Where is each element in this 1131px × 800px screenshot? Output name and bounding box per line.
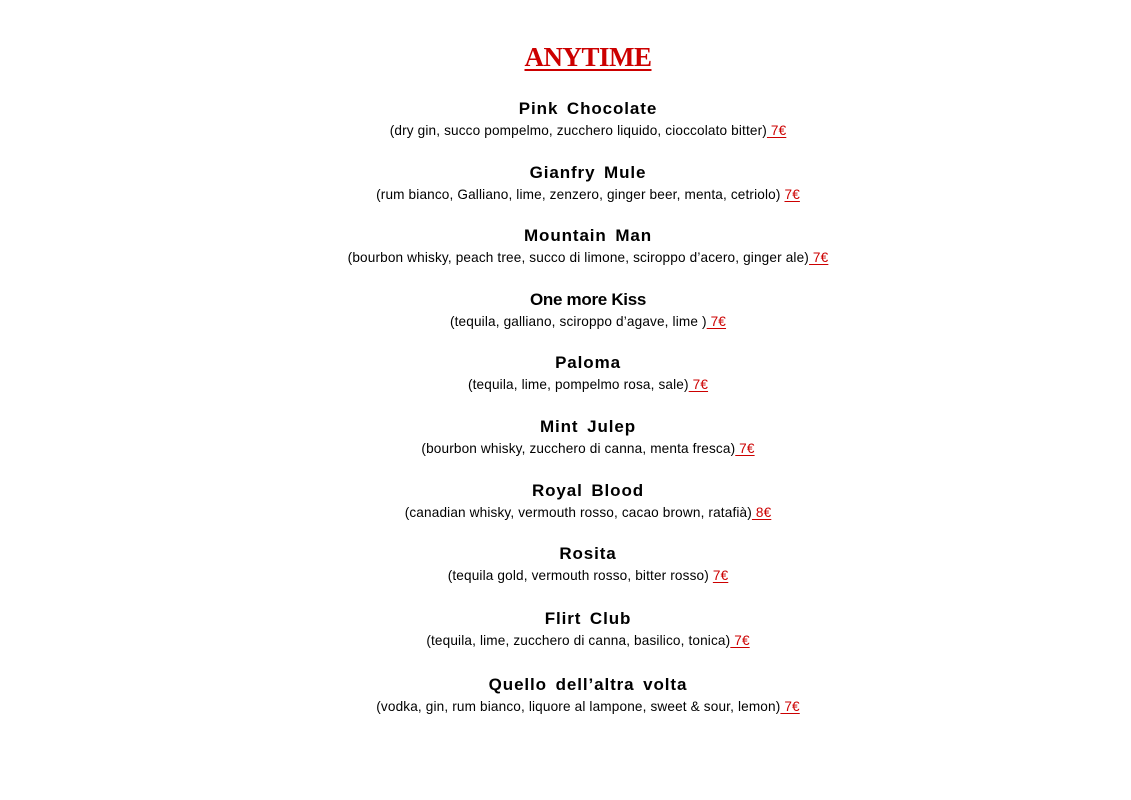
menu-item	[0, 675, 1131, 715]
menu-title: ANYTIME	[524, 42, 652, 72]
menu-item	[0, 544, 1131, 584]
cocktail-ingredients	[0, 440, 1131, 457]
menu-item	[0, 163, 1131, 203]
ingredients-text: (bourbon whisky, peach tree, succo di limone, sciroppo d’acero, ginger ale)	[347, 250, 809, 265]
cocktail-ingredients	[0, 122, 1131, 139]
menu-item	[0, 481, 1131, 521]
price: 7€	[688, 377, 709, 392]
menu-item	[0, 99, 1131, 139]
menu-item	[0, 417, 1131, 457]
cocktail-name: Paloma	[555, 353, 621, 372]
cocktail-name: Quello dell’altra volta	[488, 675, 688, 694]
cocktail-name: Mountain Man	[523, 226, 653, 245]
menu-item	[0, 290, 1131, 330]
menu-item	[0, 226, 1131, 266]
ingredients-text: (bourbon whisky, zucchero di canna, menta fresca)	[421, 441, 736, 456]
cocktail-name: One more Kiss	[529, 290, 647, 309]
price: 7€	[706, 314, 727, 329]
cocktail-ingredients	[0, 249, 1131, 266]
price: 7€	[784, 187, 800, 202]
price: 7€	[730, 633, 750, 648]
ingredients-text: (dry gin, succo pompelmo, zucchero liquido, cioccolato bitter)	[389, 123, 767, 138]
cocktail-name: Mint Julep	[539, 417, 637, 436]
cocktail-name: Pink Chocolate	[518, 99, 658, 118]
ingredients-text: (vodka, gin, rum bianco, liquore al lampone, sweet & sour, lemon)	[376, 699, 781, 714]
cocktail-name: Flirt Club	[544, 609, 632, 628]
cocktail-ingredients	[0, 504, 1131, 521]
price: 7€	[712, 568, 729, 583]
price: 8€	[751, 505, 772, 520]
ingredients-text: (tequila, lime, pompelmo rosa, sale)	[467, 377, 689, 392]
cocktail-ingredients	[0, 567, 1131, 584]
menu-item	[0, 353, 1131, 393]
cocktail-name: Royal Blood	[531, 481, 645, 500]
cocktail-ingredients	[0, 313, 1131, 330]
cocktail-ingredients	[0, 632, 1131, 649]
price: 7€	[766, 123, 787, 138]
cocktail-ingredients	[0, 376, 1131, 393]
cocktail-name: Gianfry Mule	[529, 163, 647, 182]
cocktail-ingredients	[0, 698, 1131, 715]
cocktail-ingredients	[0, 186, 1131, 203]
ingredients-text: (tequila, galliano, sciroppo d’agave, lime )	[449, 314, 707, 329]
ingredients-text: (rum bianco, Galliano, lime, zenzero, ginger beer, menta, cetriolo)	[376, 187, 785, 202]
ingredients-text: (tequila gold, vermouth rosso, bitter rosso)	[447, 568, 713, 583]
ingredients-text: (canadian whisky, vermouth rosso, cacao brown, ratafià)	[404, 505, 752, 520]
price: 7€	[780, 699, 800, 714]
cocktail-name: Rosita	[559, 544, 617, 563]
price: 7€	[808, 250, 829, 265]
ingredients-text: (tequila, lime, zucchero di canna, basilico, tonica)	[426, 633, 731, 648]
menu-item	[0, 609, 1131, 649]
price: 7€	[735, 441, 755, 456]
